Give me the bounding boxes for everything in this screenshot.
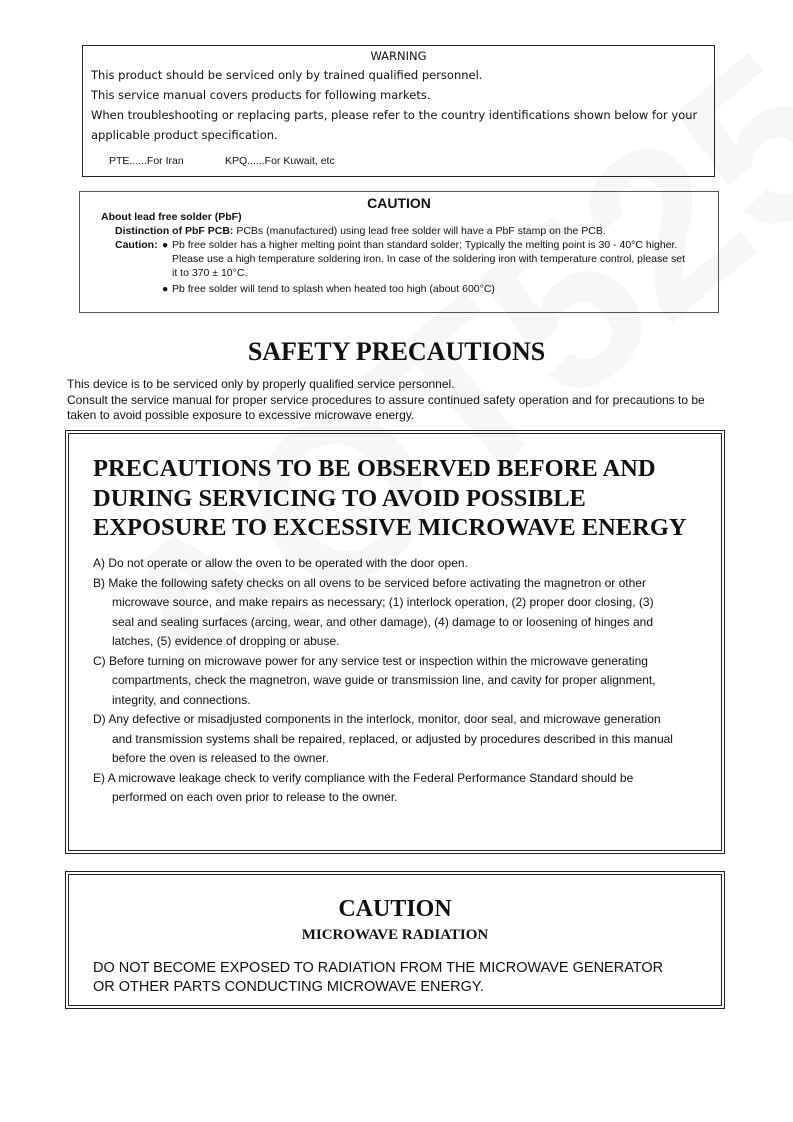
bullet-icon: ● (162, 283, 169, 295)
warning-box (82, 45, 715, 177)
pbf-distinction-text: PCBs (manufactured) using lead free solder will have a PbF stamp on the PCB. (233, 225, 606, 237)
caution-microwave-line: OR OTHER PARTS CONDUCTING MICROWAVE ENERGY. (93, 979, 484, 995)
warning-line: This product should be serviced only by trained qualified personnel. (91, 68, 483, 82)
caution-microwave-subtitle: MICROWAVE RADIATION (301, 927, 489, 943)
warning-line: This service manual covers products for following markets. (91, 88, 431, 102)
precaution-b-cont: microwave source, and make repairs as necessary; (1) interlock operation, (2) proper door closing, (3) (112, 595, 654, 609)
pbf-heading: About lead free solder (PbF) (101, 211, 242, 223)
precautions-title-line: PRECAUTIONS TO BE OBSERVED BEFORE AND (93, 455, 656, 482)
precaution-e-cont: performed on each oven prior to release to the owner. (112, 790, 398, 804)
country-code-kpq: KPQ......For Kuwait, etc (225, 155, 335, 167)
bullet-icon: ● (162, 239, 169, 251)
caution-pbf-box (79, 191, 719, 313)
caution-pbf-title: CAUTION (367, 195, 431, 211)
pbf-bullet1-line1: Pb free solder has a higher melting point than standard solder; Typically the melting point is 30 - 40°C higher. (172, 239, 678, 251)
precaution-b-cont: seal and sealing surfaces (arcing, wear, and other damage), (4) damage to or loosening of hinges and (112, 615, 653, 629)
pbf-caution-label: Caution: (115, 239, 158, 251)
precaution-a: A) Do not operate or allow the oven to be operated with the door open. (93, 556, 468, 570)
precautions-title-line: EXPOSURE TO EXCESSIVE MICROWAVE ENERGY (93, 514, 687, 541)
precautions-title-line: DURING SERVICING TO AVOID POSSIBLE (93, 485, 586, 512)
warning-line: applicable product specification. (91, 128, 278, 142)
page-title: SAFETY PRECAUTIONS (247, 337, 546, 366)
precaution-b-cont: latches, (5) evidence of dropping or abuse. (112, 634, 340, 648)
precaution-c: C) Before turning on microwave power for any service test or inspection within the microwave generating (93, 654, 648, 668)
precaution-e: E) A microwave leakage check to verify compliance with the Federal Performance Standard should be (93, 771, 634, 785)
precaution-d: D) Any defective or misadjusted components in the interlock, monitor, door seal, and microwave generation (93, 712, 661, 726)
intro-line: This device is to be serviced only by properly qualified service personnel. (67, 377, 455, 391)
intro-line: Consult the service manual for proper service procedures to assure continued safety operation and for precautions to be (67, 393, 705, 407)
pbf-bullet2: Pb free solder will tend to splash when heated too high (about 600°C) (172, 283, 495, 295)
precautions-box (65, 430, 725, 854)
precaution-d-cont: before the oven is released to the owner. (112, 751, 329, 765)
precaution-c-cont: compartments, check the magnetron, wave guide or transmission line, and cavity for proper alignment, (112, 673, 656, 687)
caution-microwave-box (65, 871, 725, 1009)
pbf-bullet1-line3: it to 370 ± 10°C. (172, 267, 248, 279)
warning-title: WARNING (370, 49, 427, 63)
pbf-distinction-label: Distinction of PbF PCB: (115, 225, 234, 237)
caution-microwave-title: CAUTION (338, 896, 452, 922)
precaution-d-cont: and transmission systems shall be repaired, replaced, or adjusted by procedures described in this manual (112, 732, 673, 746)
warning-line: When troubleshooting or replacing parts, please refer to the country identifications shown below for your (91, 108, 698, 122)
precaution-b: B) Make the following safety checks on all ovens to be serviced before activating the magnetron or other (93, 576, 646, 590)
pbf-distinction (115, 225, 606, 237)
country-code-pte: PTE......For Iran (109, 155, 184, 167)
caution-microwave-line: DO NOT BECOME EXPOSED TO RADIATION FROM THE MICROWAVE GENERATOR (93, 960, 664, 976)
precaution-c-cont: integrity, and connections. (112, 693, 251, 707)
intro-line: taken to avoid possible exposure to excessive microwave energy. (67, 408, 415, 422)
pbf-bullet1-line2: Please use a high temperature soldering iron. In case of the soldering iron with temperature control, please set (172, 253, 686, 265)
